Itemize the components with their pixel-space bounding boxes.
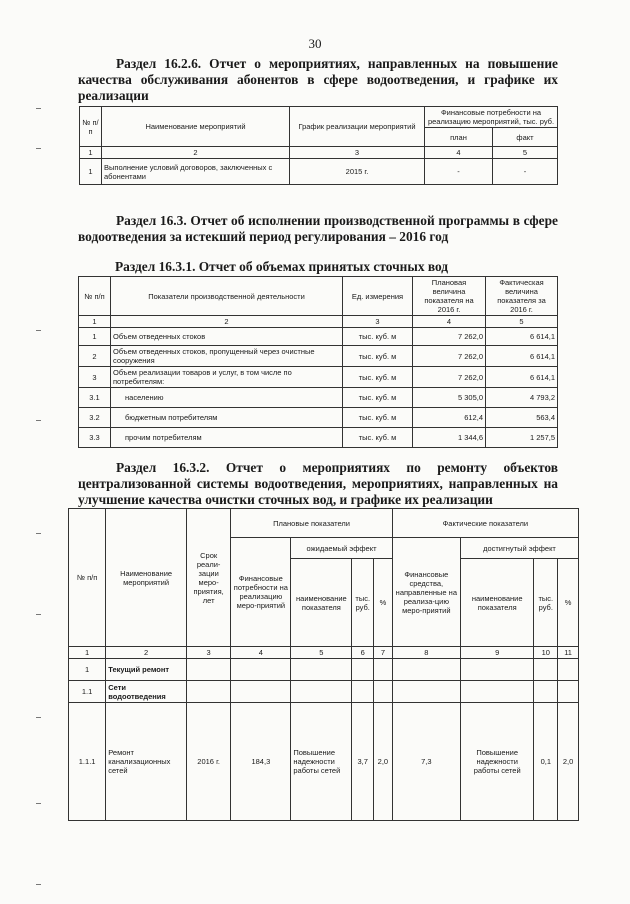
header-num: № п/п [80, 107, 102, 147]
margin-mark [36, 420, 41, 421]
col-number: 5 [493, 147, 558, 159]
col-number: 5 [486, 316, 558, 328]
table-row [79, 367, 558, 388]
row-indicator: бюджетным потребителям [111, 408, 343, 428]
row-fact: 4 793,2 [486, 388, 558, 408]
table-row [79, 346, 558, 367]
volumes-table [78, 276, 558, 448]
header-percent: % [558, 559, 579, 647]
table-row [79, 428, 558, 448]
header-plan-finance: Финансовые потребности на реализацию меро-приятий [231, 538, 291, 647]
row-indicator: Объем реализации товаров и услуг, в том числе по потребителям: [111, 367, 343, 388]
item-plan-finance: 184,3 [231, 703, 291, 821]
header-num: № п/п [69, 509, 106, 647]
table-row [69, 703, 579, 821]
col-number: 2 [106, 647, 187, 659]
section-16-3-1-title: Раздел 16.3.1. Отчет об объемах принятых сточных вод [115, 259, 449, 274]
header-name: Наименование мероприятий [102, 107, 290, 147]
row-name: Выполнение условий договоров, заключенных с абонентами [102, 159, 290, 185]
item-plan-indicator: Повышение надежности работы сетей [291, 703, 352, 821]
header-indicator-name: наименование показателя [291, 559, 352, 647]
row-plan: - [425, 159, 493, 185]
row-schedule: 2015 г. [290, 159, 425, 185]
col-number: 1 [69, 647, 106, 659]
header-fact: факт [493, 128, 558, 147]
col-number: 2 [102, 147, 290, 159]
col-number: 7 [374, 647, 393, 659]
col-number: 4 [413, 316, 486, 328]
header-thous-rub: тыс. руб. [352, 559, 374, 647]
row-plan: 7 262,0 [413, 346, 486, 367]
margin-mark [36, 108, 41, 109]
row-num: 3 [79, 367, 111, 388]
item-num: 1.1.1 [69, 703, 106, 821]
header-plan: план [425, 128, 493, 147]
group-name: Сети водоотведения [106, 681, 187, 703]
row-fact: - [493, 159, 558, 185]
row-fact: 6 614,1 [486, 346, 558, 367]
item-fact-rub: 0,1 [534, 703, 558, 821]
item-name: Ремонт канализационных сетей [106, 703, 187, 821]
row-fact: 6 614,1 [486, 367, 558, 388]
table-row [79, 328, 558, 346]
col-number: 11 [558, 647, 579, 659]
col-number: 1 [79, 316, 111, 328]
item-fact-finance: 7,3 [392, 703, 460, 821]
margin-mark [36, 330, 41, 331]
group-name: Текущий ремонт [106, 659, 187, 681]
header-achieved: достигнутый эффект [460, 538, 578, 559]
row-num: 1 [79, 328, 111, 346]
header-name: Наименование мероприятий [106, 509, 187, 647]
row-unit: тыс. куб. м [343, 388, 413, 408]
page-number: 30 [308, 36, 322, 51]
row-plan: 1 344,6 [413, 428, 486, 448]
section-16-2-6-title: Раздел 16.2.6. Отчет о мероприятиях, направленных на повышение качества обслуживания абонентов в сфере водоотведения, и графике их реализации [78, 56, 558, 103]
header-schedule: График реализации мероприятий [290, 107, 425, 147]
row-indicator: Объем отведенных стоков, пропущенный через очистные сооружения [111, 346, 343, 367]
header-unit: Ед. измерения [343, 277, 413, 316]
item-fact-pct: 2,0 [558, 703, 579, 821]
col-number: 3 [186, 647, 230, 659]
row-unit: тыс. куб. м [343, 346, 413, 367]
margin-mark [36, 533, 41, 534]
margin-mark [36, 148, 41, 149]
row-fact: 1 257,5 [486, 428, 558, 448]
header-finance: Финансовые потребности на реализацию мероприятий, тыс. руб. [425, 107, 558, 128]
section-16-3-title: Раздел 16.3. Отчет об исполнении производственной программы в сфере водоотведения за истекший период регулирования – 2016 год [78, 213, 558, 244]
group-num: 1 [69, 659, 106, 681]
item-term: 2016 г. [186, 703, 230, 821]
table-row [69, 659, 579, 681]
col-number: 10 [534, 647, 558, 659]
margin-mark [36, 614, 41, 615]
item-plan-pct: 2,0 [374, 703, 393, 821]
header-actual: Фактические показатели [392, 509, 578, 538]
header-percent: % [374, 559, 393, 647]
group-num: 1.1 [69, 681, 106, 703]
row-num: 3.3 [79, 428, 111, 448]
row-unit: тыс. куб. м [343, 367, 413, 388]
row-plan: 5 305,0 [413, 388, 486, 408]
header-fact-finance: Финансовые средства, направленные на реализа-цию меро-приятий [392, 538, 460, 647]
row-num: 3.1 [79, 388, 111, 408]
item-plan-rub: 3,7 [352, 703, 374, 821]
col-number: 4 [231, 647, 291, 659]
col-number: 9 [460, 647, 533, 659]
col-number: 4 [425, 147, 493, 159]
row-num: 1 [80, 159, 102, 185]
col-number: 5 [291, 647, 352, 659]
header-expected: ожидаемый эффект [291, 538, 392, 559]
header-num: № п/п [79, 277, 111, 316]
header-plan: Плановая величина показателя на 2016 г. [413, 277, 486, 316]
header-fact: Фактическая величина показателя за 2016 г. [486, 277, 558, 316]
table-row [80, 159, 558, 185]
row-indicator: прочим потребителям [111, 428, 343, 448]
table-row [79, 388, 558, 408]
repair-events-table [68, 508, 579, 821]
col-number: 1 [80, 147, 102, 159]
col-number: 3 [290, 147, 425, 159]
row-unit: тыс. куб. м [343, 408, 413, 428]
margin-mark [36, 884, 41, 885]
row-num: 2 [79, 346, 111, 367]
row-unit: тыс. куб. м [343, 428, 413, 448]
header-planned: Плановые показатели [231, 509, 392, 538]
header-term: Срок реали-зации меро-приятия, лет [186, 509, 230, 647]
row-fact: 563,4 [486, 408, 558, 428]
row-indicator: населению [111, 388, 343, 408]
header-indicator: Показатели производственной деятельности [111, 277, 343, 316]
col-number: 3 [343, 316, 413, 328]
item-fact-indicator: Повышение надежности работы сетей [460, 703, 533, 821]
row-plan: 7 262,0 [413, 367, 486, 388]
row-plan: 7 262,0 [413, 328, 486, 346]
header-indicator-name: наименование показателя [460, 559, 533, 647]
section-16-3-2-title: Раздел 16.3.2. Отчет о мероприятиях по ремонту объектов централизованной системы водоотведения, мероприятиях, направленных на улучшение качества очистки сточных вод, и графике их реализации [78, 460, 558, 507]
events-table [79, 106, 558, 185]
row-num: 3.2 [79, 408, 111, 428]
table-row [69, 681, 579, 703]
margin-mark [36, 803, 41, 804]
col-number: 2 [111, 316, 343, 328]
header-thous-rub: тыс. руб. [534, 559, 558, 647]
col-number: 8 [392, 647, 460, 659]
row-plan: 612,4 [413, 408, 486, 428]
row-unit: тыс. куб. м [343, 328, 413, 346]
row-fact: 6 614,1 [486, 328, 558, 346]
table-row [79, 408, 558, 428]
col-number: 6 [352, 647, 374, 659]
row-indicator: Объем отведенных стоков [111, 328, 343, 346]
margin-mark [36, 717, 41, 718]
